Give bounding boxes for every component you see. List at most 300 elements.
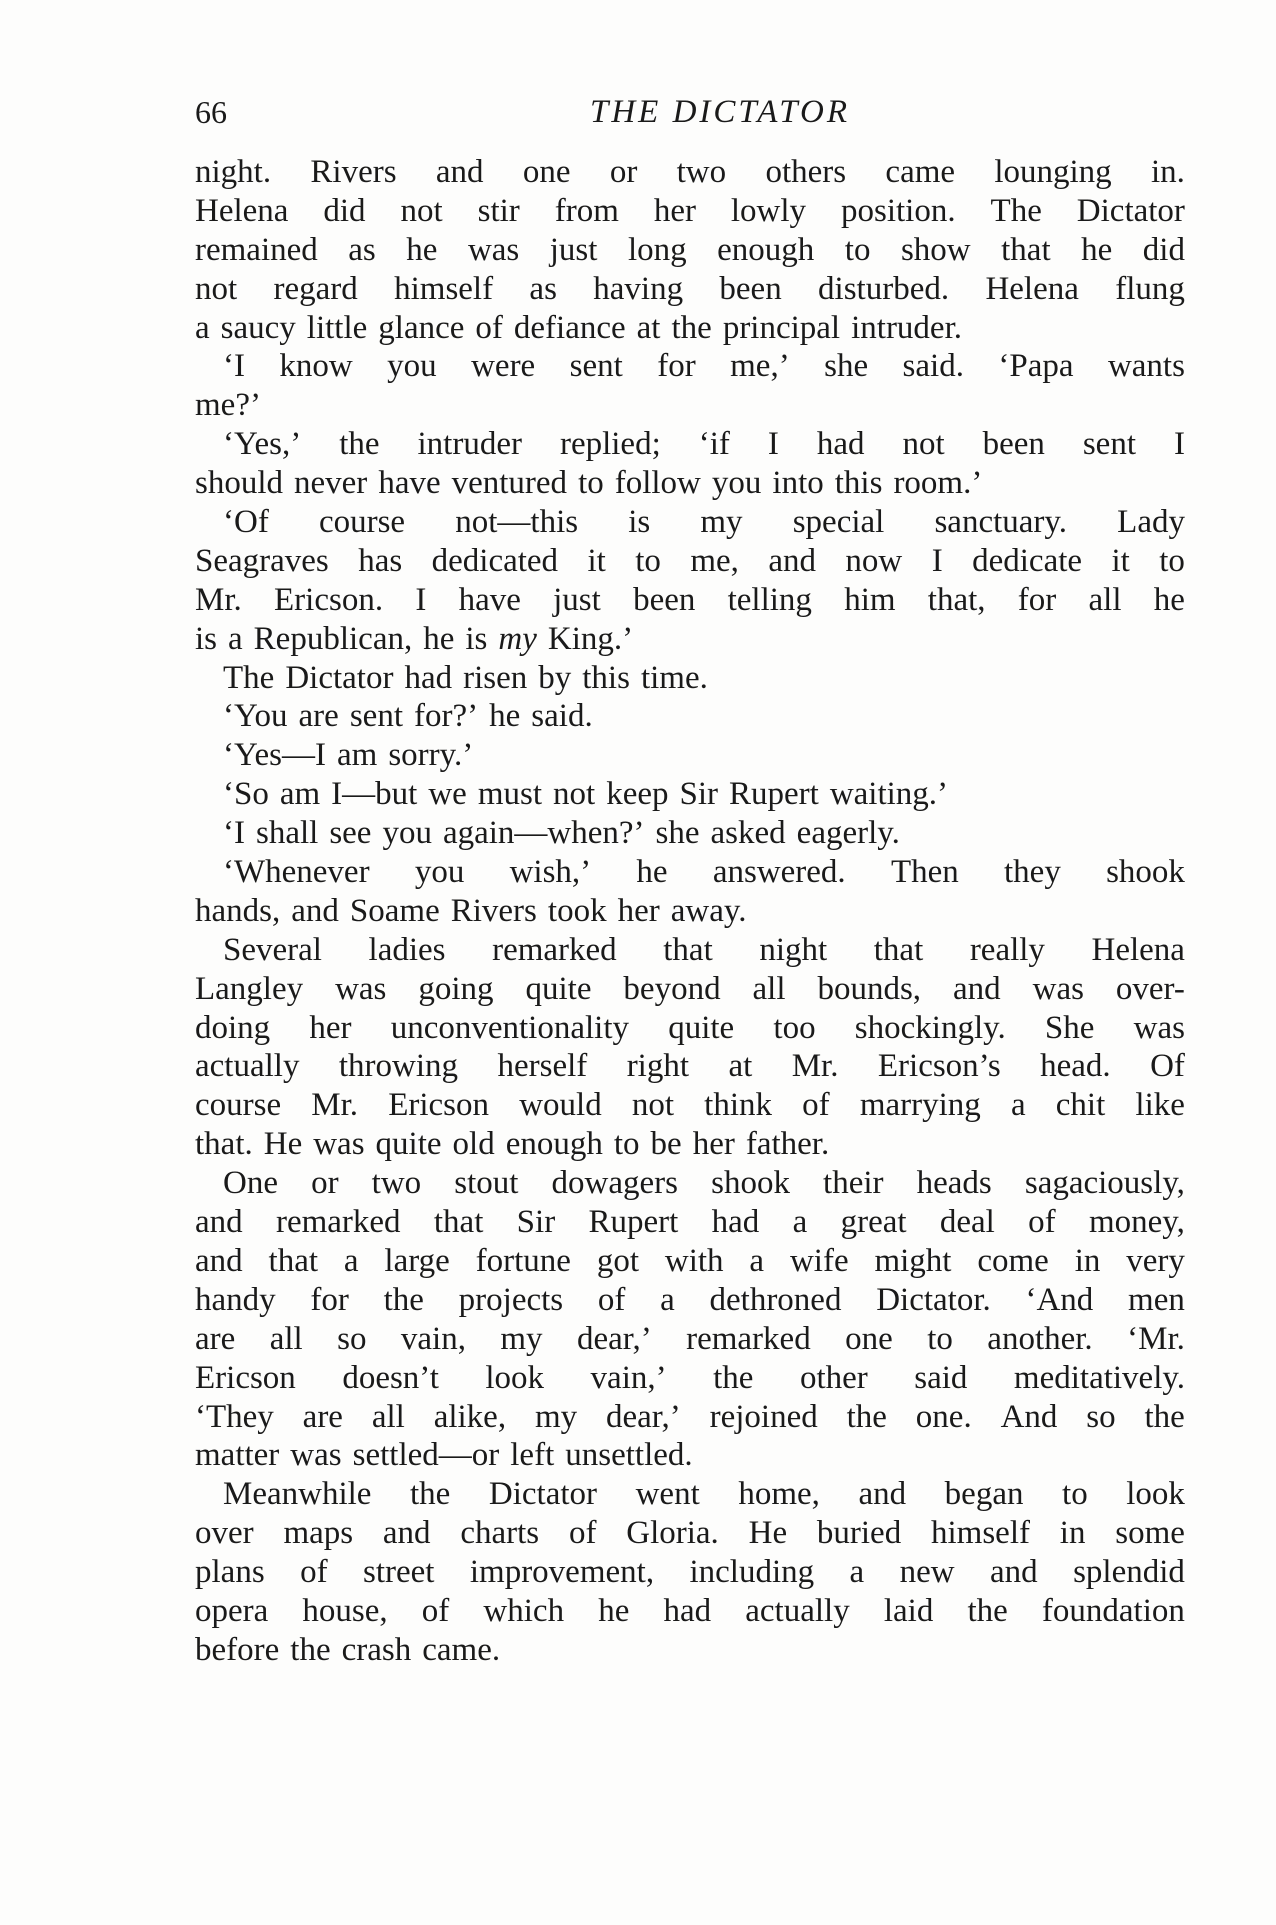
word: was <box>335 970 387 1007</box>
text-line <box>195 1125 1185 1164</box>
word: ‘So <box>223 776 269 813</box>
word: I <box>767 426 779 463</box>
word: improvement, <box>469 1554 655 1591</box>
text-line <box>195 1203 1185 1242</box>
word: ‘Mr. <box>1127 1320 1185 1357</box>
word: one <box>522 154 571 190</box>
word: not <box>400 192 443 229</box>
word: with <box>664 1242 724 1279</box>
text-line <box>195 1475 1185 1514</box>
word: the <box>713 1359 754 1396</box>
word: from <box>554 192 619 229</box>
word: over- <box>1115 970 1185 1007</box>
word: and <box>291 892 339 929</box>
word: really <box>969 931 1045 968</box>
word: and <box>953 970 1001 1007</box>
word: over <box>195 1515 254 1552</box>
word: of <box>802 1087 830 1124</box>
word: it <box>1111 542 1130 579</box>
word: new <box>899 1554 955 1591</box>
word: Rupert <box>729 776 819 813</box>
word: shockingly. <box>854 1009 1006 1046</box>
word: stir <box>477 192 520 229</box>
text-line <box>195 775 1185 814</box>
text-line <box>195 464 1185 503</box>
word: doesn’t <box>342 1359 439 1396</box>
word: in. <box>1151 154 1185 190</box>
word: handy <box>195 1281 276 1318</box>
word: Ericson. <box>274 581 384 618</box>
word: this <box>834 465 883 502</box>
word: Mr. <box>311 1087 359 1124</box>
word: the <box>290 1631 331 1668</box>
word: he <box>1153 581 1185 618</box>
word: hands, <box>195 892 281 929</box>
word: they <box>1004 854 1061 891</box>
page-number: 66 <box>195 94 227 130</box>
word: I <box>1173 426 1185 463</box>
word: her <box>692 1126 735 1163</box>
text-line <box>195 1009 1185 1048</box>
word: I <box>415 581 427 618</box>
word: the <box>339 426 380 463</box>
word: shook <box>711 1165 790 1202</box>
word: away. <box>670 892 747 929</box>
word: wife <box>789 1242 849 1279</box>
word: The <box>990 192 1042 229</box>
word: just <box>549 231 598 268</box>
word: principal <box>722 309 841 346</box>
word: left <box>510 1437 555 1474</box>
word: dowagers <box>551 1165 679 1202</box>
word: did <box>323 192 366 229</box>
word: me,’ <box>730 348 790 385</box>
text-line <box>195 659 1185 698</box>
text-line <box>195 386 1185 425</box>
word: a <box>660 1281 675 1318</box>
word: which <box>483 1592 565 1629</box>
word: large <box>384 1242 450 1279</box>
word: her <box>309 1009 352 1046</box>
word: that <box>1001 231 1051 268</box>
text-line <box>195 697 1185 736</box>
word: that. <box>195 1126 253 1163</box>
word: night. <box>195 154 272 190</box>
word: projects <box>458 1281 564 1318</box>
text-line <box>195 1436 1185 1475</box>
word: was <box>467 231 520 268</box>
word: disturbed. <box>818 270 950 307</box>
word: long <box>627 231 687 268</box>
word: as <box>348 231 376 268</box>
word: course <box>195 1087 282 1124</box>
word: doing <box>195 1009 271 1046</box>
word: throwing <box>338 1048 459 1085</box>
text-line <box>195 542 1185 581</box>
word: Sir <box>679 776 718 813</box>
word: my <box>534 1398 578 1435</box>
word: he <box>1081 231 1113 268</box>
text-line <box>195 814 1185 853</box>
text-line <box>195 1631 1185 1670</box>
word: him <box>844 581 896 618</box>
word: one. <box>915 1398 972 1435</box>
word: would <box>519 1087 602 1124</box>
word: came <box>885 154 956 190</box>
word: not—this <box>455 504 579 541</box>
word: The <box>223 659 275 696</box>
word: all <box>1088 581 1122 618</box>
word: got <box>596 1242 639 1279</box>
text-line <box>195 1553 1185 1592</box>
word: know <box>279 348 353 385</box>
word: Langley <box>195 970 304 1007</box>
word: ‘I <box>223 815 245 852</box>
word: their <box>823 1165 884 1202</box>
word: the <box>671 309 712 346</box>
word: to <box>844 231 871 268</box>
word: crash <box>341 1631 412 1668</box>
word: began <box>944 1476 1024 1513</box>
word: am <box>337 737 378 774</box>
word: Rupert <box>588 1204 679 1241</box>
word: was <box>290 1437 342 1474</box>
text-line <box>195 1242 1185 1281</box>
word: asked <box>710 815 786 852</box>
word: Helena <box>985 270 1079 307</box>
word: plans <box>195 1554 265 1591</box>
word: settled—or <box>352 1437 500 1474</box>
word: Republican, <box>253 620 413 657</box>
word: of <box>475 309 503 346</box>
word: dethroned <box>709 1281 842 1318</box>
text-line <box>195 270 1185 309</box>
word: like <box>1135 1087 1185 1124</box>
word: Soame <box>349 892 440 929</box>
word: so <box>337 1320 367 1357</box>
word: of <box>568 1515 597 1552</box>
text-line <box>195 620 1185 659</box>
word: ladies <box>368 931 446 968</box>
word: alike, <box>433 1398 507 1435</box>
word: a <box>195 309 210 346</box>
word: other <box>799 1359 868 1396</box>
body-text <box>195 153 1185 1670</box>
word: She <box>1044 1009 1095 1046</box>
word: and <box>990 1554 1038 1591</box>
word: splendid <box>1073 1554 1185 1591</box>
word: of <box>1028 1204 1056 1241</box>
word: he <box>423 620 455 657</box>
text-line <box>195 347 1185 386</box>
word: Ericson <box>388 1087 490 1124</box>
word: waiting.’ <box>829 776 949 813</box>
word: has <box>358 542 403 579</box>
word: he <box>406 231 438 268</box>
word: of <box>300 1554 328 1591</box>
word: regard <box>273 270 358 307</box>
word: be <box>650 1126 682 1163</box>
word: answered. <box>712 854 846 891</box>
word: you <box>414 854 465 891</box>
word: lounging <box>994 154 1112 190</box>
word: stout <box>454 1165 519 1202</box>
word: in <box>1074 1242 1101 1279</box>
word: charts <box>460 1515 540 1552</box>
word: all <box>752 970 786 1007</box>
text-line <box>195 503 1185 542</box>
word: a <box>749 1242 765 1279</box>
word: before <box>195 1631 280 1668</box>
word: Meanwhile <box>223 1476 372 1513</box>
word: marrying <box>859 1087 981 1124</box>
word: replied; <box>559 426 661 463</box>
word: including <box>689 1554 815 1591</box>
word: you <box>382 815 432 852</box>
word: Gloria. <box>626 1515 719 1552</box>
word: glance <box>378 309 465 346</box>
word: ‘if <box>698 426 730 463</box>
word: Then <box>890 854 959 891</box>
word: he <box>489 698 521 735</box>
word: was <box>313 1126 365 1163</box>
word: me?’ <box>195 387 261 424</box>
word: is <box>628 504 651 541</box>
word: to <box>1062 1476 1088 1513</box>
word: sagaciously, <box>1024 1165 1185 1202</box>
word: Dictator <box>285 659 394 696</box>
word: herself <box>497 1048 588 1085</box>
word: come <box>977 1242 1049 1279</box>
word: took <box>547 892 607 929</box>
word: sent <box>349 698 403 735</box>
word: King.’ <box>547 620 634 657</box>
word: see <box>329 815 372 852</box>
word: course <box>318 504 406 541</box>
word: that <box>663 931 713 968</box>
word: He <box>263 1126 303 1163</box>
word: meditatively. <box>1013 1359 1185 1396</box>
word: might <box>874 1242 952 1279</box>
word: in <box>1059 1515 1086 1552</box>
text-line <box>195 153 1185 192</box>
word: or <box>311 1165 339 1202</box>
word: street <box>362 1554 435 1591</box>
word: ventured <box>451 465 568 502</box>
word: matter <box>195 1437 280 1474</box>
word: little <box>306 309 368 346</box>
word: dedicated <box>431 542 559 579</box>
text-line <box>195 1398 1185 1437</box>
text-line <box>195 970 1185 1009</box>
word: actually <box>745 1592 850 1629</box>
word: again—when?’ <box>442 815 645 852</box>
word: right <box>626 1048 690 1085</box>
word: and <box>382 1515 431 1552</box>
word: been <box>633 581 696 618</box>
word: now <box>845 542 903 579</box>
word: maps <box>283 1515 354 1552</box>
word: buried <box>816 1515 902 1552</box>
word: my <box>700 504 743 541</box>
word: for <box>310 1281 349 1318</box>
word: was <box>1032 970 1084 1007</box>
word: Helena <box>1091 931 1185 968</box>
word: dedicate <box>972 542 1083 579</box>
text-line <box>195 192 1185 231</box>
word: she <box>655 815 700 852</box>
word: Helena <box>195 192 289 229</box>
word: were <box>471 348 536 385</box>
word: head. <box>1040 1048 1111 1085</box>
word: too <box>773 1009 816 1046</box>
word: unsettled. <box>565 1437 693 1474</box>
text-line <box>195 853 1185 892</box>
word: for?’ <box>414 698 479 735</box>
word: Mr. <box>791 1048 839 1085</box>
word: her <box>617 892 660 929</box>
word: and <box>768 542 816 579</box>
word: said <box>914 1359 968 1396</box>
word: think <box>704 1087 773 1124</box>
text-line <box>195 1086 1185 1125</box>
word: Rivers <box>310 154 397 190</box>
text-line <box>195 892 1185 931</box>
word: for <box>1017 581 1057 618</box>
word: Dictator. <box>876 1281 991 1318</box>
word: are <box>302 1398 343 1435</box>
word: Dictator <box>1076 192 1185 229</box>
word: that, <box>927 581 986 618</box>
word: are <box>298 698 339 735</box>
word: that <box>268 1242 319 1279</box>
word: so <box>1086 1398 1116 1435</box>
text-line <box>195 1047 1185 1086</box>
word: follow <box>614 465 701 502</box>
text-line <box>195 1320 1185 1359</box>
word: old <box>452 1126 495 1163</box>
word: look <box>1126 1476 1185 1513</box>
word: Dictator <box>488 1476 598 1513</box>
word: home, <box>738 1476 820 1513</box>
word: her <box>653 192 696 229</box>
word: are <box>195 1320 236 1357</box>
word: intruder. <box>851 309 963 346</box>
word: having <box>593 270 684 307</box>
word: others <box>765 154 847 190</box>
word: defiance <box>513 309 626 346</box>
word: wish,’ <box>509 854 592 891</box>
word: this <box>582 659 630 696</box>
text-line <box>195 1514 1185 1553</box>
word: wants <box>1107 348 1185 385</box>
text-line <box>195 1164 1185 1203</box>
word: he <box>636 854 668 891</box>
word: deal <box>939 1204 995 1241</box>
text-line <box>195 1359 1185 1398</box>
running-title: THE DICTATOR <box>589 94 850 130</box>
word: you <box>387 348 437 385</box>
word: remarked <box>686 1320 811 1357</box>
word: another. <box>987 1320 1093 1357</box>
word: and <box>858 1476 907 1513</box>
word: quite <box>668 1009 735 1046</box>
word: to <box>613 1126 640 1163</box>
word: remarked <box>275 1204 401 1241</box>
word: into <box>772 465 824 502</box>
word: at <box>728 1048 753 1085</box>
word: One <box>223 1165 278 1202</box>
text-line <box>195 1592 1185 1631</box>
word: have <box>458 581 521 618</box>
word: should <box>195 465 284 502</box>
word: never <box>294 465 368 502</box>
word: ‘You <box>223 698 288 735</box>
word: quite <box>375 1126 442 1163</box>
word: opera <box>195 1592 269 1629</box>
text-line <box>195 231 1185 270</box>
word: Ericson <box>195 1359 296 1396</box>
word: sorry.’ <box>388 737 474 774</box>
word: enough <box>505 1126 603 1163</box>
word: position. <box>841 192 956 229</box>
word: all <box>269 1320 303 1357</box>
word: of <box>597 1281 626 1318</box>
word: heads <box>916 1165 992 1202</box>
word: a <box>792 1204 808 1241</box>
word: one <box>845 1320 893 1357</box>
word: did <box>1142 231 1185 268</box>
word: sent <box>1082 426 1137 463</box>
word: not <box>195 270 238 307</box>
word: a <box>1010 1087 1026 1124</box>
word: Rivers <box>450 892 537 929</box>
word: ‘Yes,’ <box>223 426 302 463</box>
word: I <box>931 542 943 579</box>
word: himself <box>394 270 494 307</box>
word: very <box>1126 1242 1185 1279</box>
word: went <box>635 1476 700 1513</box>
page-header <box>195 92 1185 132</box>
word: me, <box>690 542 739 579</box>
word: had <box>663 1592 712 1629</box>
word: not <box>902 426 945 463</box>
word: shook <box>1106 854 1185 891</box>
word: the <box>410 1476 451 1513</box>
word: And <box>1000 1398 1058 1435</box>
word: vain,’ <box>590 1359 667 1396</box>
word: to <box>1159 542 1185 579</box>
word: Mr. <box>195 581 242 618</box>
word: it <box>587 542 606 579</box>
word: ‘And <box>1025 1281 1094 1318</box>
text-line <box>195 425 1185 464</box>
word: remarked <box>492 931 617 968</box>
word: father. <box>745 1126 830 1163</box>
word: a <box>343 1242 359 1279</box>
word: dear,’ <box>576 1320 652 1357</box>
word: Of <box>1150 1048 1185 1085</box>
word: show <box>900 231 971 268</box>
text-line <box>195 1281 1185 1320</box>
word: for <box>657 348 696 385</box>
word: some <box>1115 1515 1185 1552</box>
word: that <box>433 1204 484 1241</box>
word: actually <box>195 1048 300 1085</box>
word: ‘I <box>223 348 245 385</box>
word: laid <box>883 1592 934 1629</box>
word: or <box>609 154 638 190</box>
